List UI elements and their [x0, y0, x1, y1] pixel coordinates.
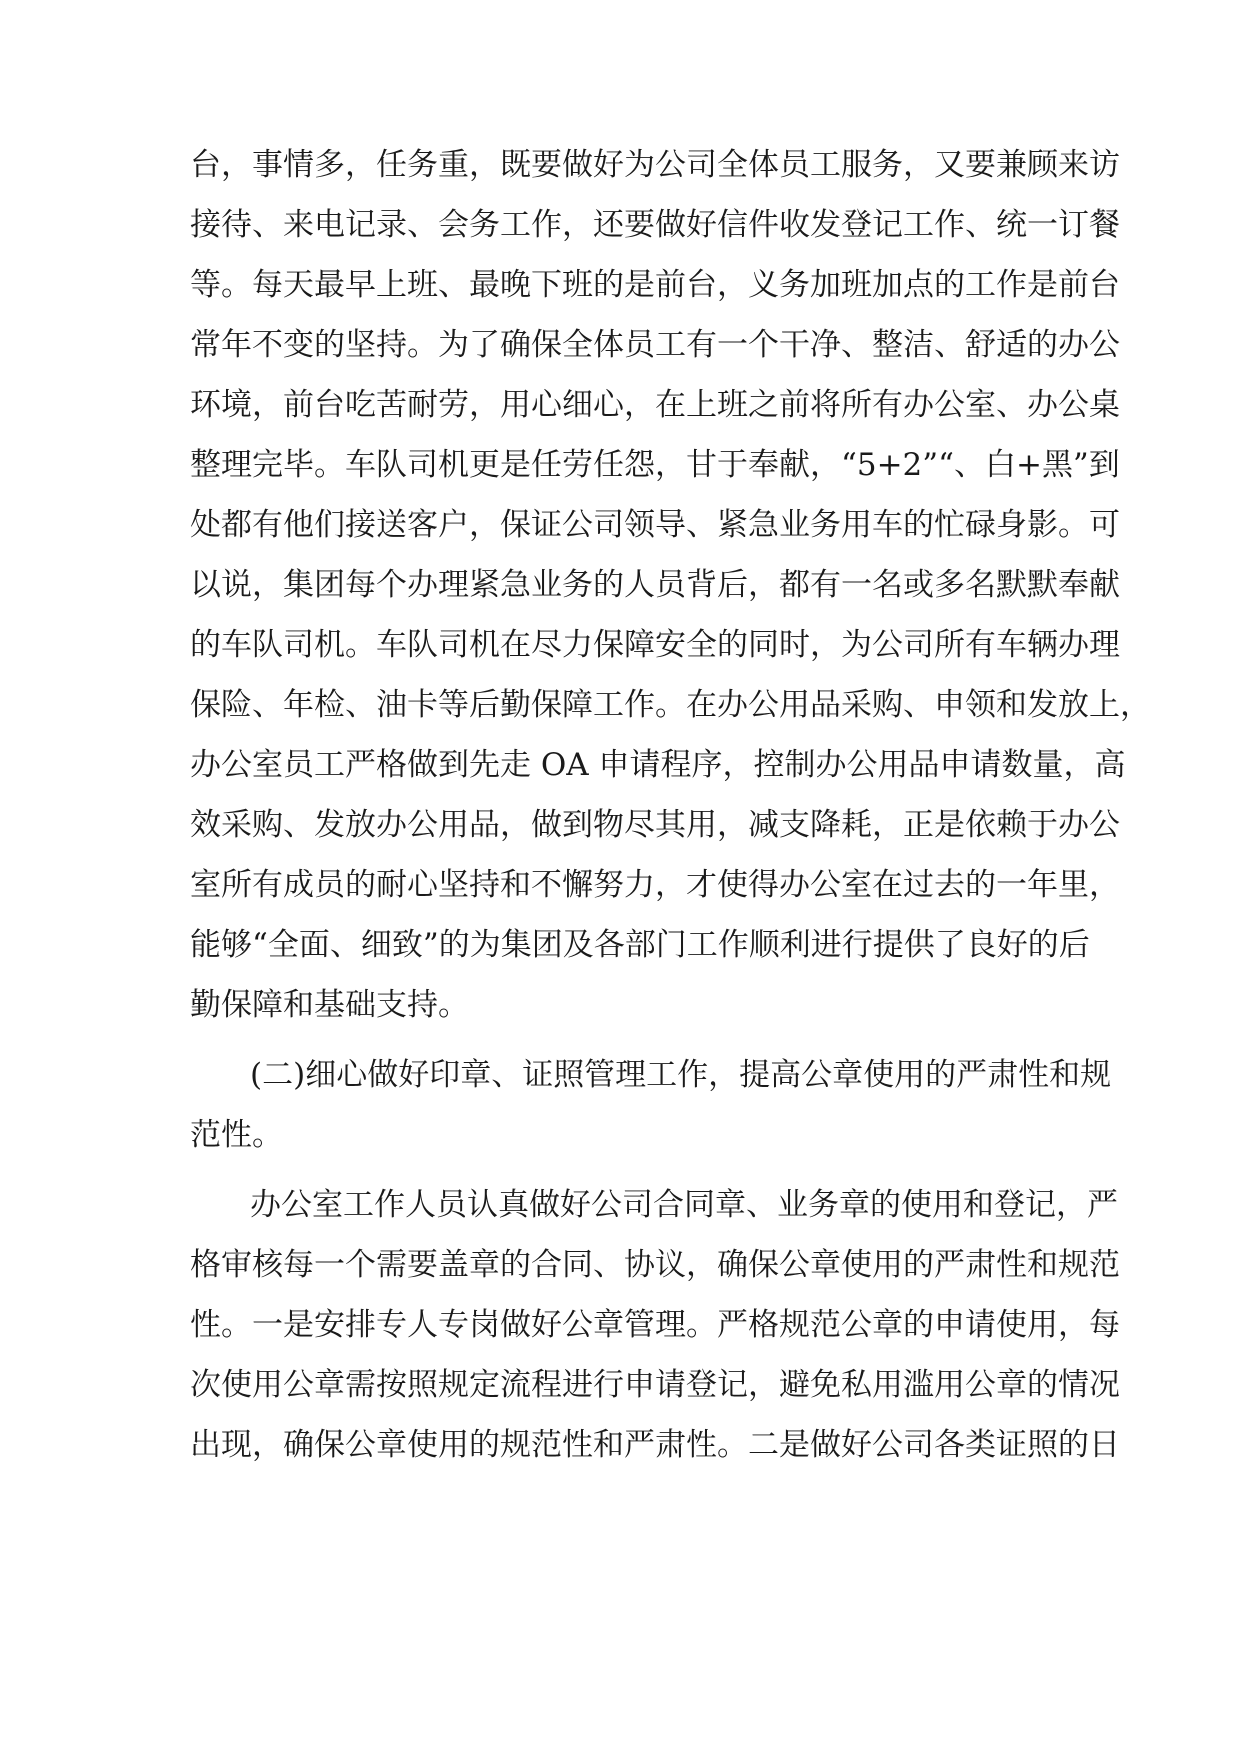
text-line-13: 室所有成员的耐心坚持和不懈努力，才使得办公室在过去的一年里，: [190, 867, 1120, 903]
section-heading-line-1: (二)细心做好印章、证照管理工作，提高公章使用的严肃性和规: [250, 1057, 1112, 1093]
text-line-5: 环境，前台吃苦耐劳，用心细心，在上班之前将所有办公室、办公桌: [190, 387, 1120, 423]
text-line-4: 常年不变的坚持。为了确保全体员工有一个干净、整洁、舒适的办公: [190, 327, 1120, 363]
text-line-3: 等。每天最早上班、最晚下班的是前台，义务加班加点的工作是前台: [190, 267, 1120, 303]
text-line-18: 办公室工作人员认真做好公司合同章、业务章的使用和登记，严: [250, 1187, 1118, 1223]
section-heading-line-2: 范性。: [190, 1117, 283, 1153]
text-line-15: 勤保障和基础支持。: [190, 987, 469, 1023]
text-line-7: 处都有他们接送客户，保证公司领导、紧急业务用车的忙碌身影。可: [190, 507, 1120, 543]
text-line-9: 的车队司机。车队司机在尽力保障安全的同时，为公司所有车辆办理: [190, 627, 1120, 663]
text-line-14: 能够“全面、细致”的为集团及各部门工作顺利进行提供了良好的后: [190, 927, 1090, 963]
text-line-8: 以说，集团每个办理紧急业务的人员背后，都有一名或多名默默奉献: [190, 567, 1120, 603]
text-line-20: 性。一是安排专人专岗做好公章管理。严格规范公章的申请使用，每: [190, 1307, 1120, 1343]
text-line-6: 整理完毕。车队司机更是任劳任怨，甘于奉献，“5+2”“、白+黑”到: [190, 447, 1120, 483]
text-line-1: 台，事情多，任务重，既要做好为公司全体员工服务，又要兼顾来访: [190, 147, 1120, 183]
text-line-2: 接待、来电记录、会务工作，还要做好信件收发登记工作、统一订餐: [190, 207, 1120, 243]
text-line-19: 格审核每一个需要盖章的合同、协议，确保公章使用的严肃性和规范: [190, 1247, 1120, 1283]
text-line-11: 办公室员工严格做到先走 OA 申请程序，控制办公用品申请数量，高: [190, 747, 1126, 783]
text-line-22: 出现，确保公章使用的规范性和严肃性。二是做好公司各类证照的日: [190, 1427, 1120, 1463]
text-line-12: 效采购、发放办公用品，做到物尽其用，减支降耗，正是依赖于办公: [190, 807, 1120, 843]
text-line-10: 保险、年检、油卡等后勤保障工作。在办公用品采购、申领和发放上，: [190, 687, 1151, 723]
text-line-21: 次使用公章需按照规定流程进行申请登记，避免私用滥用公章的情况: [190, 1367, 1120, 1403]
